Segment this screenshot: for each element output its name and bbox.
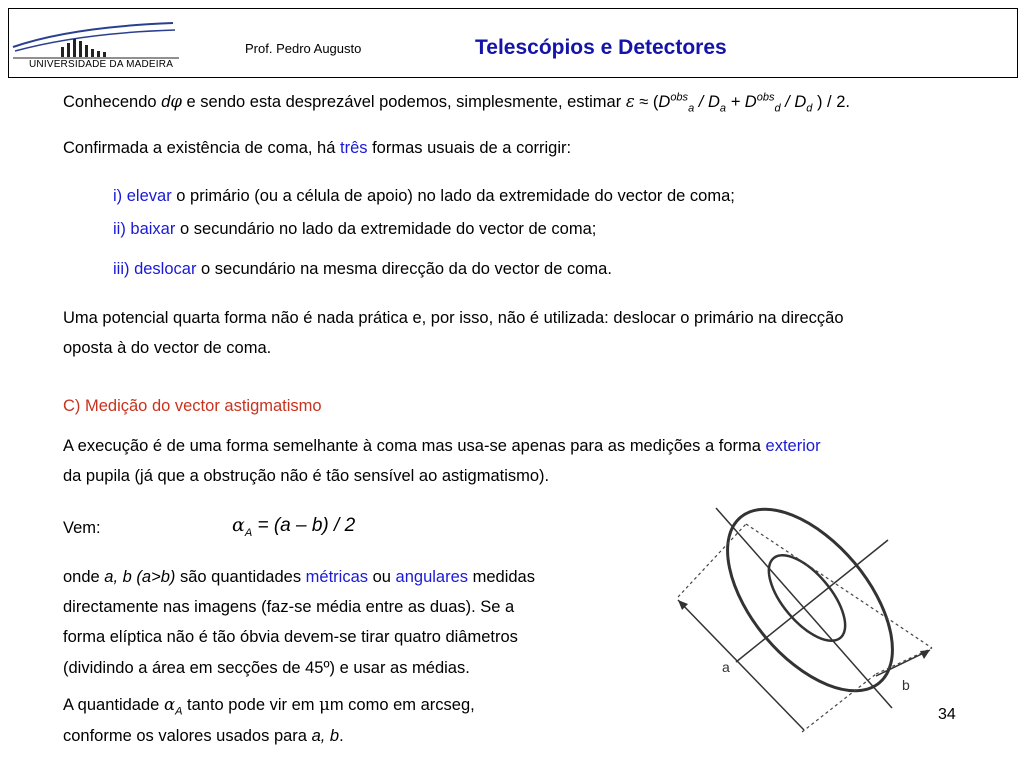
subscript-A: A bbox=[175, 705, 183, 718]
paragraph-coma-forms bbox=[63, 133, 571, 163]
outer-ellipse bbox=[696, 500, 924, 720]
inner-ellipse bbox=[755, 543, 859, 654]
text-segment: conforme os valores usados para bbox=[63, 727, 312, 745]
highlight-metricas: métricas bbox=[305, 568, 369, 586]
symbol-mu: μ bbox=[319, 695, 330, 714]
superscript-obs: obs bbox=[756, 91, 775, 104]
minor-axis-line bbox=[736, 540, 888, 662]
list-item-label: iii) deslocar bbox=[113, 260, 197, 278]
subscript-a: a bbox=[688, 102, 695, 115]
paragraph-onde-line1 bbox=[63, 562, 535, 592]
subscript-d: d bbox=[806, 102, 813, 115]
text-segment: m como em arcseg, bbox=[329, 696, 475, 714]
paragraph-onde-line2: directamente nas imagens (faz-se média entre as duas). Se a bbox=[63, 598, 515, 616]
logo-text: UNIVERSIDADE DA MADEIRA bbox=[29, 59, 174, 70]
highlight-angulares: angulares bbox=[395, 568, 469, 586]
symbol-phi: φ bbox=[170, 92, 182, 111]
list-item-deslocar bbox=[113, 254, 612, 284]
list-item-text: o secundário na mesma direcção da do vector de coma. bbox=[196, 260, 612, 278]
list-item-label: ii) baixar bbox=[113, 220, 176, 238]
subscript-d: d bbox=[774, 102, 781, 115]
symbol-epsilon: ε bbox=[625, 92, 635, 111]
ellipse-group bbox=[678, 500, 932, 732]
text-segment: e sendo esta desprezável podemos, simplesmente, estimar bbox=[181, 93, 626, 111]
text-segment: Confirmada a existência de coma, há bbox=[63, 139, 340, 157]
list-item-text: o secundário no lado da extremidade do vector de coma; bbox=[175, 220, 597, 238]
paragraph-onde-line4: (dividindo a área em secções de 45º) e usar as médias. bbox=[63, 659, 470, 677]
label-a: a bbox=[722, 659, 730, 675]
paragraph-fourth-form-line2: oposta à do vector de coma. bbox=[63, 339, 272, 357]
paragraph-onde-line3: forma elíptica não é tão óbvia devem-se tirar quatro diâmetros bbox=[63, 628, 518, 646]
vem-label: Vem: bbox=[63, 519, 101, 537]
author-name: Prof. Pedro Augusto bbox=[245, 41, 362, 56]
paragraph-quantidade-line2 bbox=[63, 721, 344, 751]
formula-alpha-a bbox=[232, 510, 355, 541]
paragraph-quantidade-line1 bbox=[63, 690, 475, 720]
text-segment: . bbox=[339, 727, 344, 745]
page-number: 34 bbox=[938, 706, 956, 723]
symbol-d: d bbox=[161, 93, 171, 111]
text-segment: ≈ ( bbox=[634, 93, 659, 111]
list-item-label: i) elevar bbox=[113, 187, 172, 205]
text-segment: ) / 2. bbox=[812, 93, 850, 111]
text-segment: Conhecendo bbox=[63, 93, 162, 111]
list-item-text: o primário (ou a célula de apoio) no lado da extremidade do vector de coma; bbox=[171, 187, 735, 205]
paragraph-estimate bbox=[63, 87, 850, 117]
italic-ab: a, b (a>b) bbox=[104, 568, 176, 586]
symbol-D: D bbox=[658, 93, 671, 111]
highlight-exterior: exterior bbox=[765, 437, 821, 455]
text-segment: ou bbox=[368, 568, 396, 586]
paragraph-execution-line2: da pupila (já que a obstrução não é tão sensível ao astigmatismo). bbox=[63, 467, 550, 485]
projection-line bbox=[746, 524, 932, 648]
list-item-elevar bbox=[113, 181, 735, 211]
header-bar bbox=[8, 8, 1018, 78]
text-segment: A quantidade bbox=[63, 696, 164, 714]
text-segment: tanto pode vir em bbox=[182, 696, 320, 714]
label-b: b bbox=[902, 677, 910, 693]
symbol-alpha: α bbox=[163, 695, 176, 714]
text-segment: + D bbox=[725, 93, 757, 111]
projection-line bbox=[802, 674, 876, 732]
highlight-tres: três bbox=[339, 139, 368, 157]
text-segment: / D bbox=[780, 93, 807, 111]
symbol-alpha: α bbox=[232, 514, 245, 536]
text-segment: A execução é de uma forma semelhante à coma mas usa-se apenas para as medições a forma bbox=[63, 437, 766, 455]
page-title: Telescópios e Detectores bbox=[475, 36, 727, 59]
text-segment: onde bbox=[63, 568, 105, 586]
paragraph-execution-line1 bbox=[63, 431, 821, 461]
subscript-a: a bbox=[719, 102, 726, 115]
dimension-a-line bbox=[678, 600, 804, 730]
italic-ab: a, b bbox=[311, 727, 340, 745]
section-heading: C) Medição do vector astigmatismo bbox=[63, 397, 322, 415]
astigmatism-ellipse-diagram bbox=[662, 500, 962, 735]
text-segment: medidas bbox=[468, 568, 535, 586]
subscript-A: A bbox=[244, 526, 253, 539]
text-segment: / D bbox=[694, 93, 720, 111]
text-segment: são quantidades bbox=[175, 568, 306, 586]
superscript-obs: obs bbox=[670, 91, 689, 104]
formula-text: = (a – b) / 2 bbox=[252, 515, 356, 536]
list-item-baixar bbox=[113, 214, 596, 244]
text-segment: formas usuais de a corrigir: bbox=[367, 139, 572, 157]
paragraph-fourth-form-line1: Uma potencial quarta forma não é nada prática e, por isso, não é utilizada: deslocar o primário na direcção bbox=[63, 309, 844, 327]
